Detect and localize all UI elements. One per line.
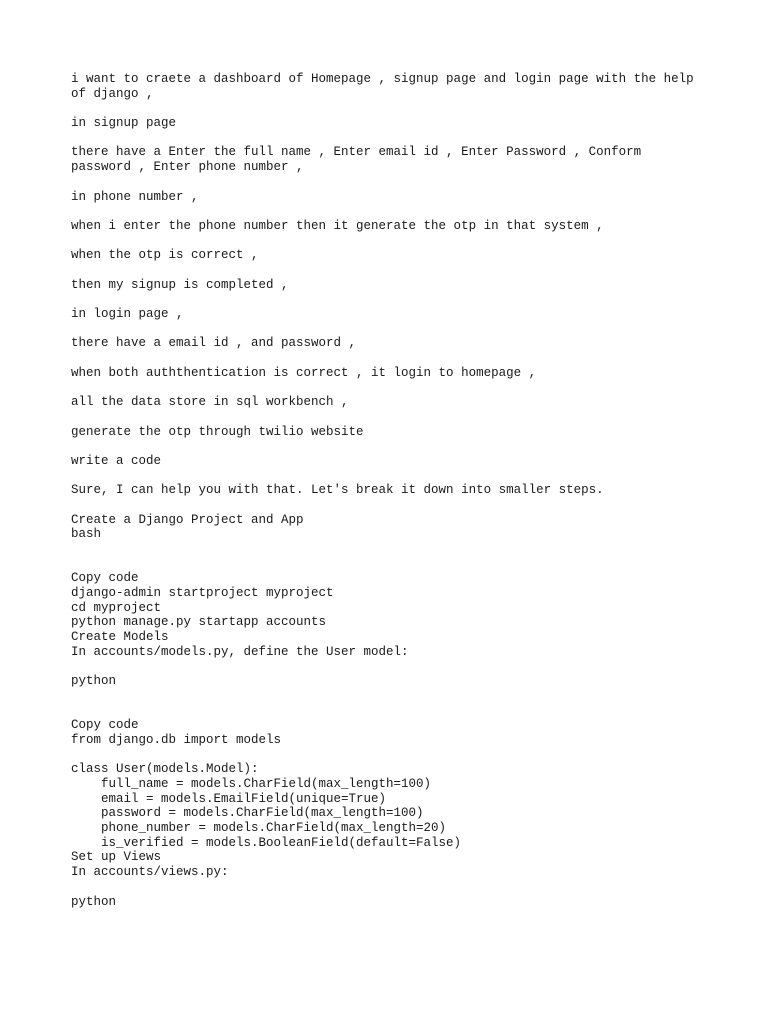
text-line: there have a Enter the full name , Enter email id , Enter Password , Conform [71, 145, 642, 160]
text-line [71, 439, 711, 454]
text-line: password , Enter phone number , [71, 160, 304, 175]
text-line: Create Models [71, 630, 169, 645]
text-line: phone_number = models.CharField(max_length=20) [71, 821, 447, 836]
text-line [71, 542, 711, 557]
text-line: in signup page [71, 116, 177, 131]
text-line [71, 175, 711, 190]
text-line: i want to craete a dashboard of Homepage , signup page and login page with the help [71, 72, 694, 86]
text-line: write a code [71, 453, 162, 468]
text-line: Copy code [71, 718, 139, 733]
text-line [71, 322, 711, 337]
text-line [71, 410, 711, 425]
text-line: full_name = models.CharField(max_length=100) [71, 777, 432, 791]
text-line [71, 380, 711, 395]
text-line [71, 204, 711, 219]
text-line [71, 498, 711, 513]
text-line [71, 704, 711, 719]
text-line [71, 748, 711, 763]
text-line: Set up Views [71, 850, 162, 865]
text-line: python [71, 894, 117, 909]
document-page [71, 72, 711, 909]
text-line: in phone number , [71, 189, 199, 204]
text-line: there have a email id , and password , [71, 336, 357, 351]
text-line: In accounts/models.py, define the User model: [71, 644, 409, 659]
text-line [71, 263, 711, 278]
text-line: when both auththentication is correct , it login to homepage , [71, 365, 537, 380]
text-line: all the data store in sql workbench , [71, 395, 349, 410]
text-line: of django , [71, 86, 154, 101]
text-line: Sure, I can help you with that. Let's break it down into smaller steps. [71, 483, 604, 498]
text-line: when the otp is correct , [71, 248, 259, 263]
text-line: when i enter the phone number then it generate the otp in that system , [71, 218, 604, 233]
text-line: Copy code [71, 571, 139, 586]
text-line: Create a Django Project and App [71, 512, 304, 527]
text-line [71, 557, 711, 572]
text-line [71, 131, 711, 146]
text-line: python [71, 674, 117, 689]
text-line [71, 880, 711, 895]
text-line [71, 689, 711, 704]
text-line [71, 101, 711, 116]
text-line: from django.db import models [71, 732, 282, 747]
text-line: in login page , [71, 307, 184, 321]
text-line: is_verified = models.BooleanField(default=False) [71, 835, 462, 850]
text-line: then my signup is completed , [71, 277, 289, 292]
text-line [71, 469, 711, 484]
text-line [71, 351, 711, 366]
text-line: python manage.py startapp accounts [71, 615, 327, 630]
text-line [71, 660, 711, 675]
text-line [71, 292, 711, 307]
text-line: cd myproject [71, 600, 162, 615]
text-line: email = models.EmailField(unique=True) [71, 791, 387, 806]
text-line: bash [71, 527, 102, 542]
text-line: django-admin startproject myproject [71, 586, 334, 601]
text-line: generate the otp through twilio website [71, 424, 364, 439]
text-line: In accounts/views.py: [71, 865, 229, 880]
text-line [71, 234, 711, 249]
text-line: password = models.CharField(max_length=100) [71, 806, 424, 821]
text-line: class User(models.Model): [71, 762, 259, 777]
